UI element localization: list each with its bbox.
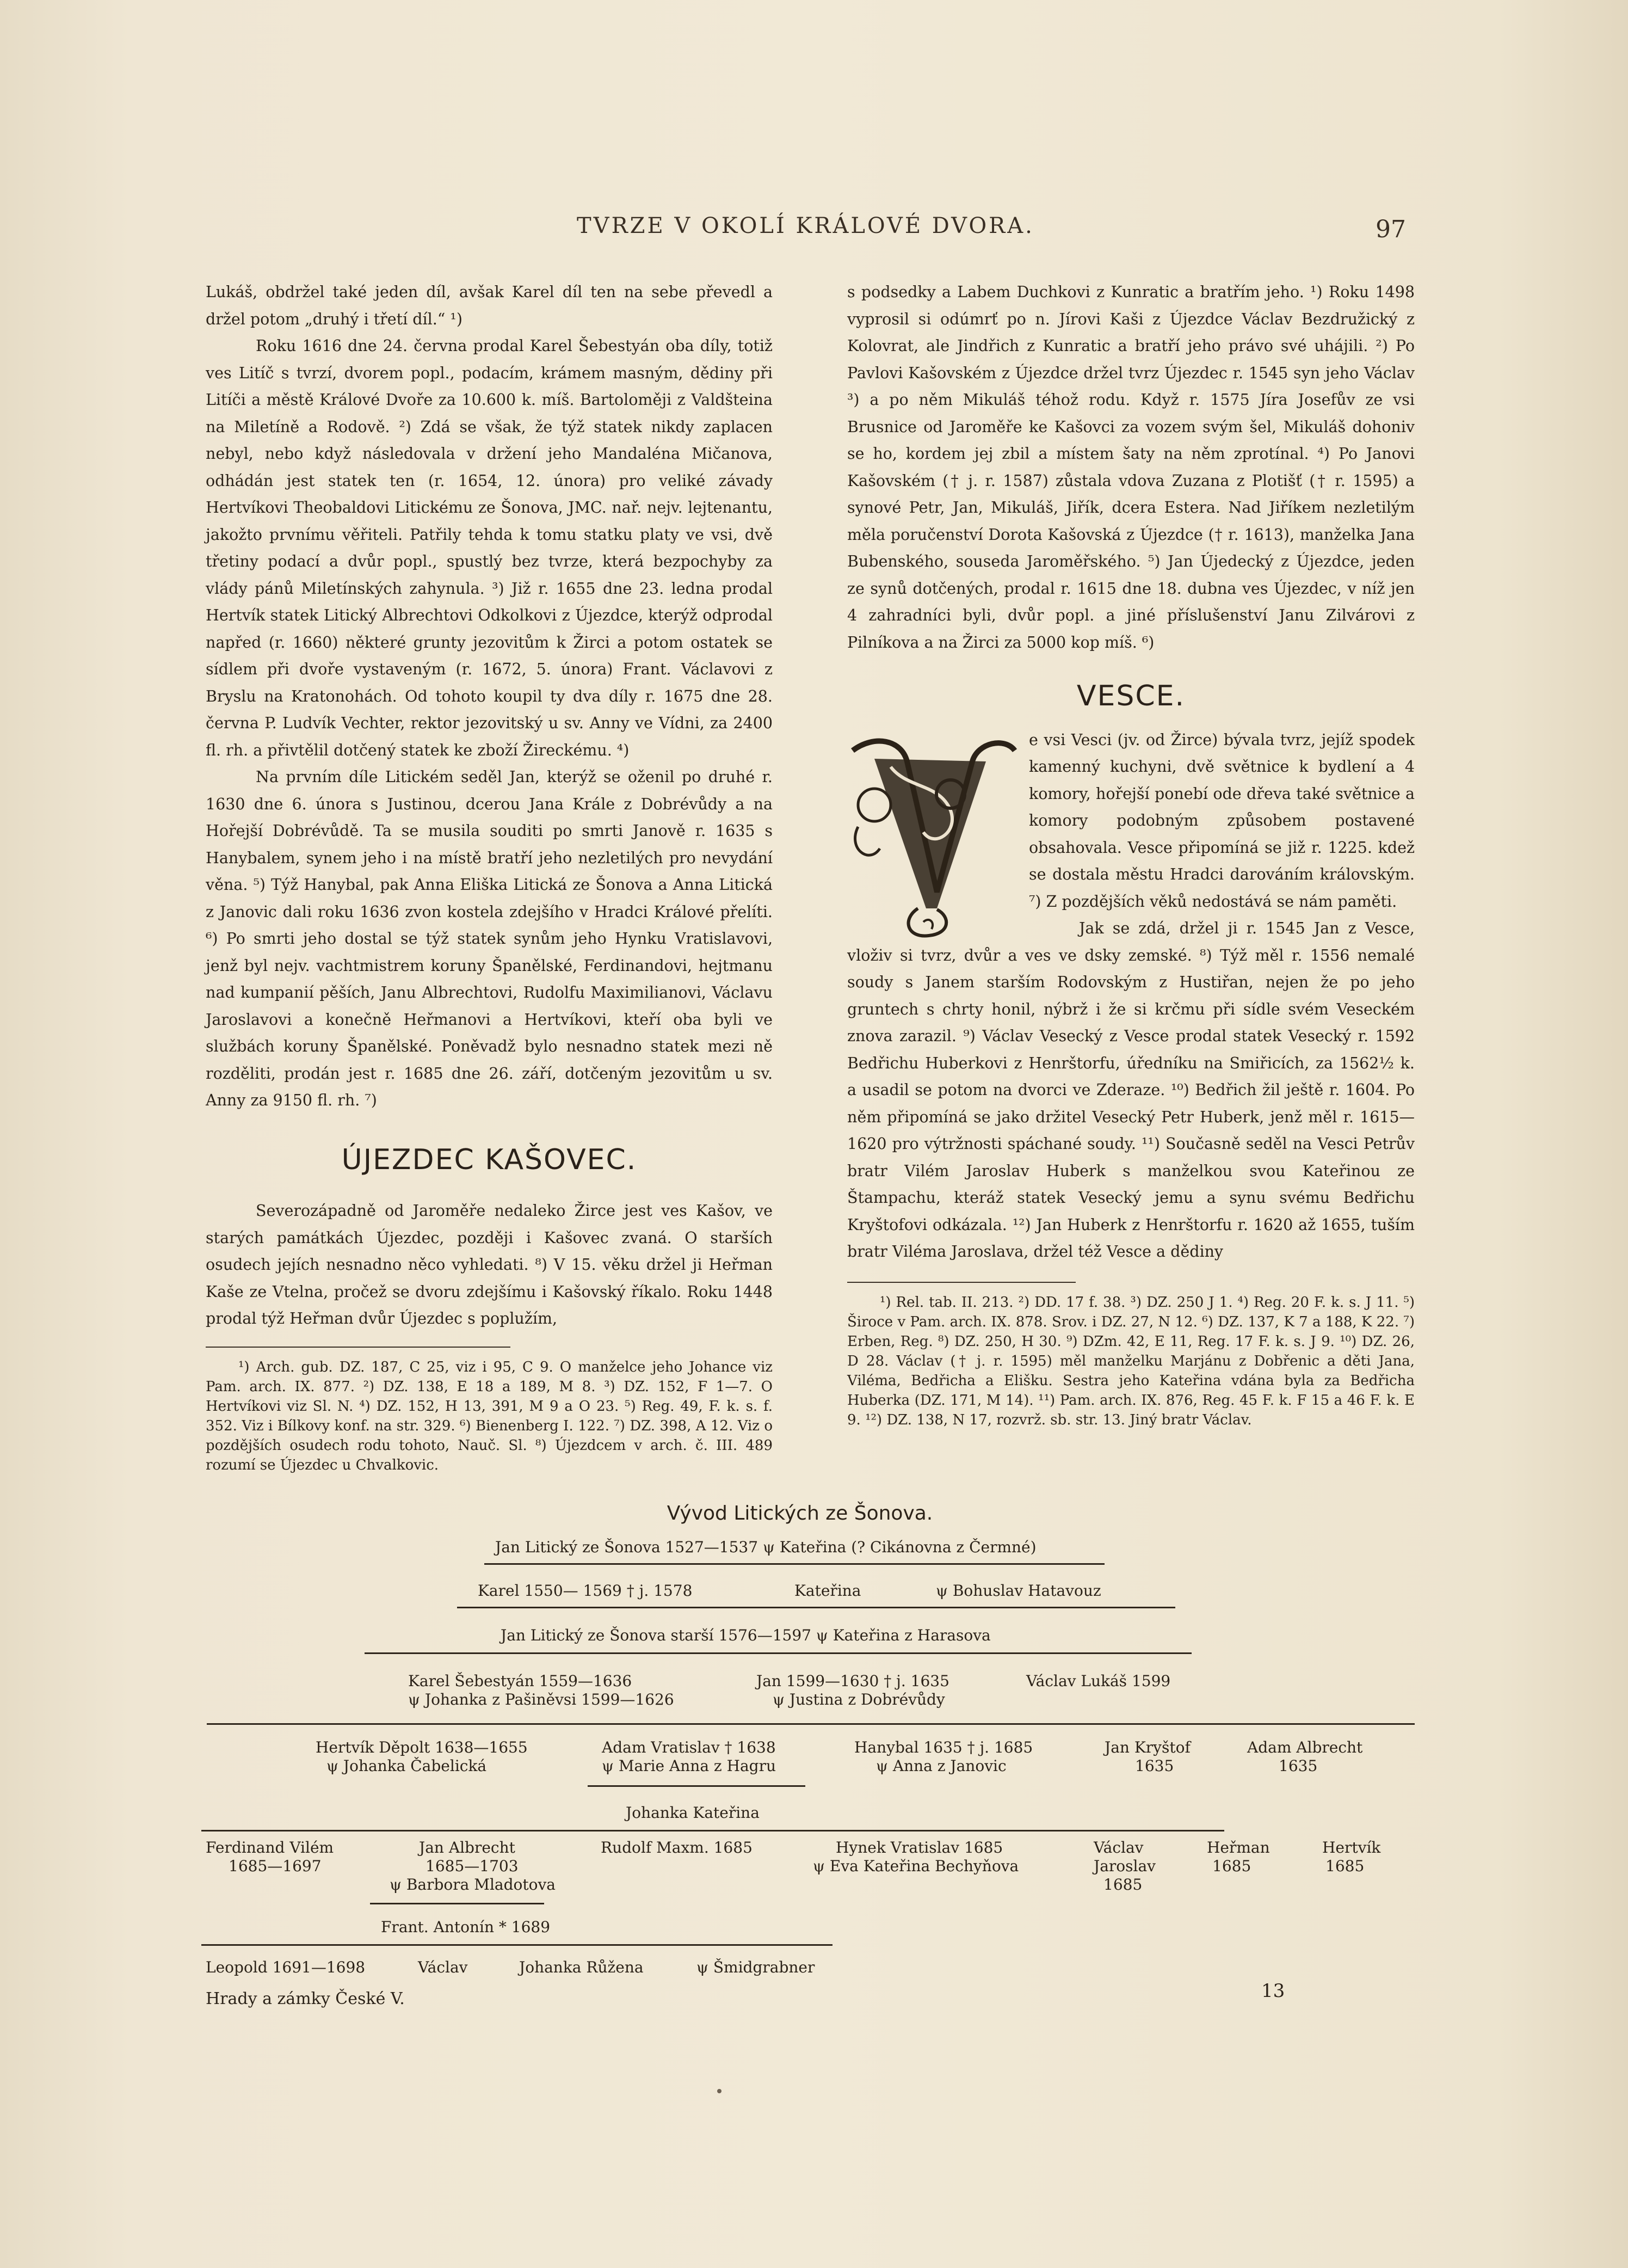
genealogy-node: Hanybal 1635 † j. 1685: [854, 1738, 1033, 1756]
genealogy-node: 1685: [1212, 1857, 1251, 1875]
genealogy-node: 1685—1703: [425, 1857, 519, 1875]
genealogy-node: 1685: [1103, 1876, 1143, 1894]
genealogy-line: [207, 1723, 816, 1725]
genealogy-node: Hynek Vratislav 1685: [836, 1839, 1003, 1857]
genealogy-node: ψ Anna z Janovic: [876, 1757, 1007, 1775]
genealogy-line: [588, 1785, 805, 1787]
genealogy-node: Rudolf Maxm. 1685: [601, 1839, 753, 1857]
genealogy-node: Heřman: [1207, 1839, 1270, 1857]
footnotes-left: [206, 1357, 773, 1475]
genealogy-line: [201, 1944, 832, 1946]
genealogy-title: Vývod Litických ze Šonova.: [667, 1502, 933, 1525]
genealogy-node: ψ Johanka z Pašiněvsi 1599—1626: [408, 1691, 674, 1708]
genealogy-node: Jan Albrecht: [419, 1839, 515, 1857]
genealogy-line: [484, 1563, 1105, 1565]
genealogy-node: Adam Albrecht: [1247, 1738, 1363, 1756]
genealogy-node: Leopold 1691—1698: [206, 1958, 366, 1976]
genealogy-node: 1685: [1325, 1857, 1365, 1875]
genealogy-node: Václav Lukáš 1599: [1026, 1672, 1171, 1690]
genealogy-node: Václav: [1094, 1839, 1144, 1857]
footnotes-right: [847, 1293, 1415, 1430]
genealogy-line: [370, 1903, 544, 1904]
genealogy-node: Adam Vratislav † 1638: [602, 1738, 776, 1756]
genealogy-node: Jan 1599—1630 † j. 1635: [756, 1672, 949, 1690]
genealogy-node: ψ Marie Anna z Hagru: [602, 1757, 776, 1775]
footnote-divider: [206, 1347, 510, 1348]
footnote-text: ¹) Rel. tab. II. 213. ²) DD. 17 f. 38. ³) DZ. 250 J 1. ⁴) Reg. 20 F. k. s. J 11. ⁵) Široce v Pam. arch. IX. 878. Srov. i DZ. 27, N 12. ⁶) DZ. 137, K 7 a 188, K 22. ⁷) Erben, Reg. ⁸) DZ. 250, H 30. ⁹) DZm. 42, E 11, Reg. 17 F. k. s. J 9. ¹⁰) DZ. 26, D 28. Václav († j. r. 1595) měl manželku Marjánu z Dobřenic a děti Jana, Viléma, Bedřicha a Elišku. Sestra jeho Kateřina vdána byla za Bedřicha Huberka (DZ. 171, M 14). ¹¹) Pam. arch. IX. 876, Reg. 45 F. k. F 15 a 46 F. k. E 9. ¹²) DZ. 138, N 17, rozvrž. sb. str. 13. Jiný bratr Václav.: [847, 1294, 1415, 1428]
genealogy-node: Václav: [418, 1958, 468, 1976]
genealogy-node: ψ Johanka Čabelická: [326, 1757, 487, 1775]
genealogy-tree: [201, 1502, 1415, 1992]
genealogy-node: Kateřina: [794, 1582, 861, 1600]
genealogy-node: 1635: [1135, 1757, 1174, 1775]
genealogy-node: Frant. Antonín * 1689: [381, 1918, 551, 1936]
footnote-text: ¹) Arch. gub. DZ. 187, C 25, viz i 95, C 9. O manželce jeho Johance viz Pam. arch. IX. 877. ²) DZ. 138, E 18 a 189, M 8. ³) DZ. 152, F 1—7. O Hertvíkovi viz Sl. N. ⁴) DZ. 152, H 13, 391, M 9 a O 23. ⁵) Reg. 49, F. k. s. f. 352. Viz i Bílkovy konf. na str. 329. ⁶) Bienenberg I. 122. ⁷) DZ. 398, A 12. Viz o pozdějších osudech rodu tohoto, Nauč. Sl. ⁸) Újezdcem v arch. č. III. 489 rozumí se Újezdec u Chvalkovic.: [206, 1359, 773, 1473]
genealogy-node: 1685—1697: [229, 1857, 322, 1875]
paragraph: Lukáš, obdržel také jeden díl, avšak Karel díl ten na sebe převedl a držel potom „druhý i třetí díl.“ ¹): [206, 283, 773, 328]
genealogy-node: Ferdinand Vilém: [206, 1839, 334, 1857]
footnote-divider: [847, 1282, 1076, 1283]
ornamental-initial-v: [842, 729, 1021, 940]
genealogy-line: [816, 1723, 1415, 1725]
section-title-ujezdec: ÚJEZDEC KAŠOVEC.: [341, 1143, 637, 1176]
genealogy-node: Johanka Růžena: [519, 1958, 644, 1976]
paragraph: Na prvním díle Litickém seděl Jan, kterýž se oženil po druhé r. 1630 dne 6. února s Justinou, dcerou Jana Krále z Dobrévůdy a na Hořejší Dobrévůdě. Ta se musila souditi po smrti Janově r. 1635 s Hanybalem, synem jeho i na místě bratří jeho nezletilých pro nevydání věna. ⁵) Týž Hanybal, pak Anna Eliška Litická ze Šonova a Anna Litická z Janovic dali roku 1636 zvon kostela zdejšího v Hradci Králové přelíti. ⁶) Po smrti jeho dostal se týž statek synům jeho Hynku Vratislavovi, jenž byl nejv. vachtmistrem koruny Španělské, Ferdinandovi, hejtmanu nad kumpanií pěších, Janu Albrechtovi, Rudolfu Maximilianovi, Václavu Jaroslavovi a konečně Heřmanovi a Hertvíkovi, kteří oba byli ve službách koruny Španělské. Poněvadž bylo nesnadno statek mezi ně rozděliti, prodán jest r. 1685 dne 26. září, dotčeným jezovitům u sv. Anny za 9150 fl. rh. ⁷): [206, 768, 773, 1109]
paragraph: s podsedky a Labem Duchkovi z Kunratic a bratřím jeho. ¹) Roku 1498 vyprosil si odúmrť po n. Jírovi Kaši z Újezdce Václav Bezdružický z Kolovrat, ale Jindřich z Kunratic a bratří jeho právo své uhájili. ²) Po Pavlovi Kašovském z Újezdce držel tvrz Újezdec r. 1545 syn jeho Václav ³) a po něm Mikuláš téhož rodu. Když r. 1575 Jíra Josefův ze vsi Brusnice od Jaroměře ke Kašovci za vozem svým šel, Mikuláš dohoniv se ho, kordem jej zbil a místem šaty na něm zprotínal. ⁴) Po Janovi Kašovském († j. r. 1587) zůstala vdova Zuzana z Plotišť († r. 1595) a synové Petr, Jan, Mikuláš, Jiřík, dcera Estera. Nad Jiříkem nezletilým měla poručenství Dorota Kašovská z Újezdce († r. 1613), manželka Jana Bubenského, souseda Jaroměřského. ⁵) Jan Újedecký z Újezdce, jeden ze synů dotčených, prodal r. 1615 dne 18. dubna ves Újezdec, v níž jen 4 zahradníci byli, dvůr popl. a jiné příslušenství Janu Zilvárovi z Pilníkova a na Žirci za 5000 kop míš. ⁶): [847, 283, 1415, 651]
genealogy-node: Johanka Kateřina: [626, 1804, 760, 1822]
section-title-vesce: VESCE.: [1076, 680, 1186, 712]
page-number: 97: [1376, 216, 1406, 243]
vesce-text: [847, 727, 1415, 1265]
right-column: [847, 279, 1415, 1430]
svg-text:V: V: [1000, 746, 1004, 752]
genealogy-node: ψ Šmidgrabner: [696, 1958, 815, 1976]
book-title-footer: Hrady a zámky České V.: [206, 1989, 405, 2008]
paragraph: Jak se zdá, držel ji r. 1545 Jan z Vesce, vloživ si tvrz, dvůr a ves ve dsky zemské. ⁸) Týž měl r. 1556 nemalé soudy s Janem starším Rodovským z Hustiřan, nejen že po jeho gruntech s chrty honil, nýbrž i že si krčmu při sídle svém Veseckém znova zarazil. ⁹) Václav Vesecký z Vesce prodal statek Vesecký r. 1592 Bedřichu Huberkovi z Henrštorfu, úředníku na Smiřicích, za 1562½ k. a usadil se potom na dvorci ve Zderaze. ¹⁰) Bedřich žil ještě r. 1604. Po něm připomíná se jako držitel Vesecký Petr Huberk, jenž měl r. 1615—1620 pro výtržnosti spáchané soudy. ¹¹) Současně seděl na Vesci Petrův bratr Vilém Jaroslav Huberk s manželkou svou Kateřinou ze Štampachu, kteráž statek Vesecký jemu a synu svému Bedřichu Kryštofovi odkázala. ¹²) Jan Huberk z Henrštorfu r. 1620 až 1655, tuším bratr Viléma Jaroslava, držel též Vesce a dědiny: [847, 919, 1415, 1261]
genealogy-node: Karel Šebestyán 1559—1636: [408, 1672, 632, 1690]
genealogy-node: ψ Justina z Dobrévůdy: [773, 1691, 945, 1708]
genealogy-node: Hertvík Děpolt 1638—1655: [316, 1738, 528, 1756]
paragraph: e vsi Vesci (jv. od Žirce) bývala tvrz, jejíž spodek kamenný kuchyni, dvě světnice k bydlení a 4 komory, hořejší ponebí ode dřeva také světnice a komory podobným způsobem postavené obsahovala. Vesce připomíná se již r. 1225. kdež se dostala městu Hradci darováním královským. ⁷) Z pozdějších věků nedostává se nám paměti.: [1029, 730, 1415, 911]
signature-mark: 13: [1261, 1980, 1285, 2002]
genealogy-line: [457, 1607, 1175, 1608]
genealogy-line: [365, 1652, 1192, 1654]
genealogy-node: Jan Litický ze Šonova 1527—1537 ψ Kateřina (? Cikánovna z Čermné): [495, 1538, 1037, 1556]
genealogy-line: [201, 1830, 1224, 1831]
genealogy-node: Jaroslav: [1094, 1857, 1156, 1875]
genealogy-node: Hertvík: [1322, 1839, 1381, 1857]
genealogy-node: Jan Litický ze Šonova starší 1576—1597 ψ Kateřina z Harasova: [501, 1626, 991, 1644]
paragraph: Roku 1616 dne 24. června prodal Karel Šebestyán oba díly, totiž ves Litíč s tvrzí, dvorem popl., podacím, krámem masným, dědiny při Litíči a městě Králové Dvoře za 10.600 k. míš. Bartoloměji z Valdšteina na Miletíně a Rodově. ²) Zdá se však, že týž statek nikdy zaplacen nebyl, nebo když následovala v držení jeho Mandaléna Mičanova, odhádán jest statek ten (r. 1654, 12. února) pro veliké závady Hertvíkovi Theobaldovi Litickému ze Šonova, JMC. nař. nejv. lejtenantu, jakožto prvnímu věřiteli. Patřily tehda k tomu statku platy ve vsi, dvě třetiny podací a dvůr popl., spustlý bez tvrze, která bezpochyby za vlády pánů Miletínských zahynula. ³) Již r. 1655 dne 23. ledna prodal Hertvík statek Litický Albrechtovi Odkolkovi z Újezdce, kterýž odprodal napřed (r. 1660) některé grunty jezovitům k Žirci a potom ostatek se sídlem při dvoře vystaveným (r. 1672, 5. února) Frant. Václavovi z Bryslu na Kratonohách. Od tohoto koupil ty dva díly r. 1675 dne 28. června P. Ludvík Vechter, rektor jezovitský u sv. Anny ve Vídni, za 2400 fl. rh. a přivtělil dotčený statek ke zboží Žireckému. ⁴): [206, 337, 773, 759]
left-column: [206, 279, 773, 1475]
genealogy-node: ψ Eva Kateřina Bechyňova: [813, 1857, 1019, 1875]
genealogy-node: 1635: [1279, 1757, 1318, 1775]
paragraph: Severozápadně od Jaroměře nedaleko Žirce jest ves Kašov, ve starých památkách Újezdec, později i Kašovec zvaná. O starších osudech jejích nesnadno něco vyhledati. ⁸) V 15. věku držel ji Heřman Kaše ze Vtelna, pročež se dvoru zdejšímu i Kašovský říkalo. Roku 1448 prodal týž Heřman dvůr Újezdec s poplužím,: [206, 1202, 773, 1327]
genealogy-node: Karel 1550— 1569 † j. 1578: [478, 1582, 693, 1600]
genealogy-node: Jan Kryštof: [1105, 1738, 1191, 1756]
genealogy-node: ψ Bohuslav Hatavouz: [936, 1582, 1101, 1600]
genealogy-node: ψ Barbora Mladotova: [390, 1876, 556, 1894]
page-speck: [717, 2089, 721, 2093]
running-title: TVRZE V OKOLÍ KRÁLOVÉ DVORA.: [577, 213, 1034, 238]
